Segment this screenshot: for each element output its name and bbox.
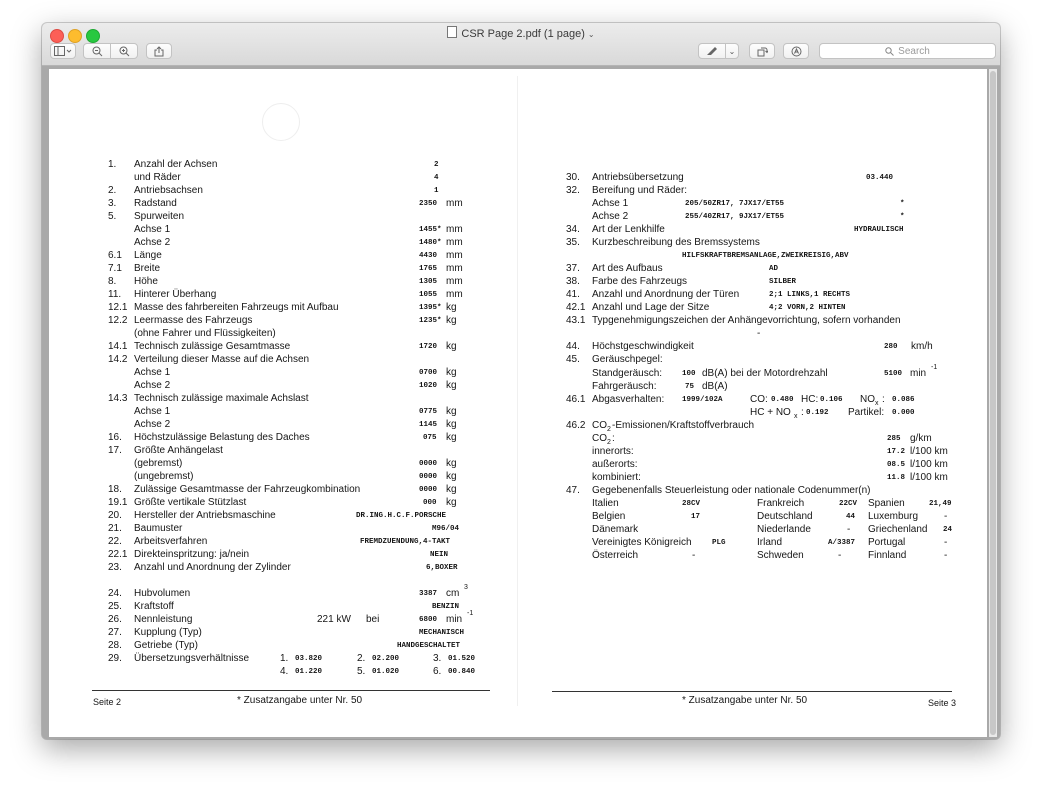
- item-value: 03.440: [866, 174, 894, 182]
- country-code: -: [847, 524, 851, 535]
- item-value: 3387: [419, 590, 438, 598]
- page-spread-divider: [517, 76, 518, 706]
- item-number: 6.1: [108, 250, 122, 261]
- item-number: 29.: [108, 653, 122, 664]
- item-unit: l/100 km: [910, 472, 948, 483]
- item-label: Achse 2: [134, 237, 171, 248]
- gear-number: 3.: [433, 653, 442, 664]
- item-label: Länge: [134, 250, 162, 261]
- item-value: DR.ING.H.C.F.PORSCHE: [356, 512, 447, 520]
- item-value: 0.000: [892, 409, 915, 417]
- item-label: Hinterer Überhang: [134, 289, 217, 300]
- country-code: 22CV: [839, 500, 858, 508]
- item-label: Höchstzulässige Belastung des Daches: [134, 432, 310, 443]
- country-name: Deutschland: [757, 511, 813, 522]
- item-value: 75: [685, 383, 695, 391]
- item-value: 1395*: [419, 304, 442, 312]
- item-number: 46.1: [566, 394, 586, 405]
- item-value: FREMDZUENDUNG,4-TAKT: [360, 538, 451, 546]
- country-code: 17: [691, 513, 701, 521]
- item-label: Zulässige Gesamtmasse der Fahrzeugkombination: [134, 484, 361, 495]
- footer-rule: [92, 690, 490, 691]
- item-unit: mm: [446, 224, 463, 235]
- country-name: Vereinigtes Königreich: [592, 537, 692, 548]
- country-code: -: [944, 550, 948, 561]
- item-label: Antriebsübersetzung: [592, 172, 684, 183]
- item-label: Größte Anhängelast: [134, 445, 223, 456]
- item-value: 0.192: [806, 409, 829, 417]
- item-value: 1480*: [419, 239, 442, 247]
- country-name: Spanien: [868, 498, 905, 509]
- item-label: Technisch zulässige maximale Achslast: [134, 393, 309, 404]
- item-value: BENZIN: [432, 603, 460, 611]
- item-label: kombiniert:: [592, 472, 641, 483]
- subscript: 2: [607, 426, 611, 433]
- item-number: 46.2: [566, 420, 586, 431]
- item-label: innerorts:: [592, 446, 634, 457]
- item-value: HYDRAULISCH: [854, 226, 904, 234]
- item-value: 1: [434, 187, 439, 195]
- item-value: 285: [887, 435, 901, 443]
- item-unit: mm: [446, 237, 463, 248]
- preview-window: [42, 23, 1000, 739]
- item-value: SILBER: [769, 278, 797, 286]
- superscript: 3: [464, 584, 468, 591]
- gear-ratio: 03.820: [295, 655, 323, 663]
- subscript: 2: [607, 439, 611, 446]
- item-label: Achse 1: [134, 406, 171, 417]
- item-label: Leermasse des Fahrzeugs: [134, 315, 253, 326]
- footer-note: * Zusatzangabe unter Nr. 50: [682, 695, 808, 706]
- item-label: Höhe: [134, 276, 158, 287]
- item-number: 23.: [108, 562, 122, 573]
- item-label: Achse 1: [134, 367, 171, 378]
- subscript: x: [794, 413, 798, 420]
- item-label: Anzahl und Anordnung der Zylinder: [134, 562, 291, 573]
- item-value: 255/40ZR17, 9JX17/ET55: [685, 213, 785, 221]
- item-label: Partikel:: [848, 407, 885, 418]
- item-unit: mm: [446, 276, 463, 287]
- item-label: CO: [592, 433, 607, 444]
- item-label: Geräuschpegel:: [592, 354, 663, 365]
- faded-seal: [262, 103, 300, 141]
- gear-number: 5.: [357, 666, 366, 677]
- item-unit: mm: [446, 263, 463, 274]
- item-value: 2;1 LINKS,1 RECHTS: [769, 291, 851, 299]
- item-value: 0.480: [771, 396, 794, 404]
- item-label: Übersetzungsverhältnisse: [134, 653, 250, 664]
- item-unit: kg: [446, 302, 457, 313]
- country-code: 21,49: [929, 500, 952, 508]
- item-label: HC:: [801, 394, 819, 405]
- item-label: Achse 2: [134, 419, 171, 430]
- item-unit: min: [446, 614, 463, 625]
- gear-ratio: 01.520: [448, 655, 476, 663]
- item-value: 075: [423, 434, 437, 442]
- item-number: 8.: [108, 276, 117, 287]
- item-label: Kurzbeschreibung des Bremssystems: [592, 237, 760, 248]
- country-name: Niederlande: [757, 524, 811, 535]
- item-label: (gebremst): [134, 458, 183, 469]
- country-name: Dänemark: [592, 524, 639, 535]
- country-code: 44: [846, 513, 856, 521]
- item-unit: kg: [446, 367, 457, 378]
- item-value: 280: [884, 343, 898, 351]
- superscript: -1: [931, 364, 938, 371]
- item-number: 1.: [108, 159, 117, 170]
- item-number: 14.3: [108, 393, 128, 404]
- item-unit: kg: [446, 380, 457, 391]
- item-label: :: [882, 394, 885, 405]
- item-label: bei: [366, 614, 380, 625]
- item-label: Kupplung (Typ): [134, 627, 202, 638]
- item-number: 27.: [108, 627, 122, 638]
- item-label: Getriebe (Typ): [134, 640, 198, 651]
- item-value: 1235*: [419, 317, 442, 325]
- item-value: 000: [423, 499, 437, 507]
- item-value: 4;2 VORN,2 HINTEN: [769, 304, 846, 312]
- item-value: 1055: [419, 291, 438, 299]
- item-unit: mm: [446, 250, 463, 261]
- item-number: 47.: [566, 485, 580, 496]
- item-value: 1145: [419, 421, 438, 429]
- country-name: Belgien: [592, 511, 626, 522]
- item-value: 1455*: [419, 226, 442, 234]
- item-value: HANDGESCHALTET: [397, 642, 461, 650]
- item-value: M96/04: [432, 525, 460, 533]
- gear-ratio: 01.020: [372, 668, 400, 676]
- item-value: 1020: [419, 382, 438, 390]
- item-number: 22.1: [108, 549, 128, 560]
- item-number: 26.: [108, 614, 122, 625]
- item-value: 1999/102A: [682, 396, 723, 404]
- item-unit: mm: [446, 289, 463, 300]
- item-number: 20.: [108, 510, 122, 521]
- item-value: 0700: [419, 369, 438, 377]
- page-number: Seite 2: [93, 697, 122, 707]
- item-value: -: [757, 328, 761, 339]
- item-value: 11.8: [887, 474, 906, 482]
- item-number: 43.1: [566, 315, 586, 326]
- gear-number: 4.: [280, 666, 289, 677]
- item-value: 2: [434, 161, 439, 169]
- gear-number: 6.: [433, 666, 442, 677]
- subscript: x: [875, 400, 879, 407]
- item-value: 0000: [419, 473, 438, 481]
- gear-ratio: 00.840: [448, 668, 476, 676]
- item-value: 0775: [419, 408, 438, 416]
- item-value: 100: [682, 370, 696, 378]
- item-value: 5100: [884, 370, 903, 378]
- item-unit: cm: [446, 588, 460, 599]
- item-unit: kg: [446, 497, 457, 508]
- item-unit: kg: [446, 432, 457, 443]
- item-number: 25.: [108, 601, 122, 612]
- item-unit: kg: [446, 419, 457, 430]
- item-number: 22.: [108, 536, 122, 547]
- item-label: Hersteller der Antriebsmaschine: [134, 510, 276, 521]
- footnote-marker: *: [900, 200, 905, 208]
- item-value: MECHANISCH: [419, 629, 465, 637]
- item-label: Radstand: [134, 198, 177, 209]
- item-value: 0000: [419, 460, 438, 468]
- superscript: -1: [467, 610, 474, 617]
- item-label: CO:: [750, 394, 768, 405]
- item-label: Kraftstoff: [134, 601, 174, 612]
- item-number: 11.: [108, 289, 122, 300]
- item-value: 0.086: [892, 396, 915, 404]
- item-label: Anzahl und Lage der Sitze: [592, 302, 710, 313]
- country-code: -: [838, 550, 842, 561]
- item-unit: g/km: [910, 433, 932, 444]
- item-label: HC + NO: [750, 407, 791, 418]
- footer-note: * Zusatzangabe unter Nr. 50: [237, 695, 363, 706]
- item-label: Achse 1: [592, 198, 629, 209]
- gear-ratio: 01.220: [295, 668, 323, 676]
- item-unit: l/100 km: [910, 446, 948, 457]
- item-label: (ungebremst): [134, 471, 194, 482]
- footer-rule: [552, 691, 952, 692]
- chevron-down-icon: ⌄: [728, 46, 736, 56]
- item-label: Hubvolumen: [134, 588, 191, 599]
- item-label: Typgenehmigungszeichen der Anhängevorrichtung, sofern vorhanden: [592, 315, 901, 326]
- item-number: 2.: [108, 185, 117, 196]
- item-unit: dB(A) bei der Motordrehzahl: [702, 368, 828, 379]
- country-name: Schweden: [757, 550, 804, 561]
- item-label: Fahrgeräusch:: [592, 381, 657, 392]
- item-number: 7.1: [108, 263, 122, 274]
- item-unit: kg: [446, 484, 457, 495]
- item-label: Antriebsachsen: [134, 185, 203, 196]
- item-label: Achse 2: [592, 211, 629, 222]
- item-label: Art der Lenkhilfe: [592, 224, 665, 235]
- item-number: 28.: [108, 640, 122, 651]
- item-label: und Räder: [134, 172, 181, 183]
- item-value: 0000: [419, 486, 438, 494]
- country-code: -: [944, 537, 948, 548]
- item-label: :: [612, 433, 615, 444]
- item-number: 44.: [566, 341, 580, 352]
- item-label: Standgeräusch:: [592, 368, 663, 379]
- item-value: 205/50ZR17, 7JX17/ET55: [685, 200, 785, 208]
- country-code: PLG: [712, 539, 726, 547]
- item-number: 17.: [108, 445, 122, 456]
- item-label: Achse 1: [134, 224, 171, 235]
- item-value: 1765: [419, 265, 438, 273]
- item-number: 21.: [108, 523, 122, 534]
- item-label: Nennleistung: [134, 614, 193, 625]
- item-number: 30.: [566, 172, 580, 183]
- item-value: 0.106: [820, 396, 843, 404]
- item-label: CO: [592, 420, 607, 431]
- item-label: außerorts:: [592, 459, 638, 470]
- item-number: 19.1: [108, 497, 128, 508]
- item-label: Höchstgeschwindigkeit: [592, 341, 694, 352]
- item-value: NEIN: [430, 551, 449, 559]
- footnote-marker: *: [900, 213, 905, 221]
- window-title-text: CSR Page 2.pdf (1 page): [461, 28, 585, 40]
- item-number: 16.: [108, 432, 122, 443]
- country-name: Italien: [592, 498, 619, 509]
- country-name: Österreich: [592, 550, 639, 561]
- country-code: 28CV: [682, 500, 701, 508]
- item-unit: kg: [446, 458, 457, 469]
- item-label: Technisch zulässige Gesamtmasse: [134, 341, 291, 352]
- item-unit: dB(A): [702, 381, 728, 392]
- search-placeholder: Search: [898, 45, 930, 57]
- country-code: 24: [943, 526, 953, 534]
- item-label: NO: [860, 394, 875, 405]
- item-number: 34.: [566, 224, 580, 235]
- item-label: Spurweiten: [134, 211, 185, 222]
- item-number: 18.: [108, 484, 122, 495]
- country-code: -: [692, 550, 696, 561]
- gear-number: 2.: [357, 653, 366, 664]
- item-value: AD: [769, 265, 779, 273]
- item-label: Anzahl der Achsen: [134, 159, 218, 170]
- country-code: -: [944, 511, 948, 522]
- item-label: Gegebenenfalls Steuerleistung oder nationale Codenummer(n): [592, 485, 871, 496]
- gear-number: 1.: [280, 653, 289, 664]
- item-value: 1305: [419, 278, 438, 286]
- item-unit: kg: [446, 406, 457, 417]
- item-label: Art des Aufbaus: [592, 263, 663, 274]
- item-value: 6,BOXER: [426, 564, 458, 572]
- item-number: 5.: [108, 211, 117, 222]
- item-label: Farbe des Fahrzeugs: [592, 276, 688, 287]
- item-label: Anzahl und Anordnung der Türen: [592, 289, 740, 300]
- item-unit: kg: [446, 315, 457, 326]
- item-value: 2350: [419, 200, 438, 208]
- country-name: Luxemburg: [868, 511, 919, 522]
- item-label: Baumuster: [134, 523, 183, 534]
- item-label: Verteilung dieser Masse auf die Achsen: [134, 354, 310, 365]
- item-label: Abgasverhalten:: [592, 394, 665, 405]
- country-name: Frankreich: [757, 498, 805, 509]
- country-name: Portugal: [868, 537, 906, 548]
- chevron-down-icon: ⌄: [587, 30, 595, 39]
- item-number: 37.: [566, 263, 580, 274]
- item-unit: min: [910, 368, 927, 379]
- item-label: Direkteinspritzung: ja/nein: [134, 549, 250, 560]
- item-value: HILFSKRAFTBREMSANLAGE,ZWEIKREISIG,ABV: [682, 252, 849, 260]
- item-label: -Emissionen/Kraftstoffverbrauch: [612, 420, 755, 431]
- item-number: 38.: [566, 276, 580, 287]
- item-label: Arbeitsverfahren: [134, 536, 208, 547]
- item-value: 4430: [419, 252, 438, 260]
- item-unit: l/100 km: [910, 459, 948, 470]
- item-number: 32.: [566, 185, 580, 196]
- country-name: Griechenland: [868, 524, 928, 535]
- item-unit: mm: [446, 198, 463, 209]
- item-label: Breite: [134, 263, 161, 274]
- item-value: 17.2: [887, 448, 906, 456]
- country-code: A/3387: [828, 539, 856, 547]
- item-label: (ohne Fahrer und Flüssigkeiten): [134, 328, 276, 339]
- item-value: 6800: [419, 616, 438, 624]
- page-number: Seite 3: [928, 698, 957, 708]
- item-number: 42.1: [566, 302, 586, 313]
- country-name: Irland: [757, 537, 783, 548]
- item-number: 12.2: [108, 315, 128, 326]
- item-number: 14.1: [108, 341, 128, 352]
- item-number: 35.: [566, 237, 580, 248]
- item-label: Achse 2: [134, 380, 171, 391]
- country-name: Finnland: [868, 550, 907, 561]
- item-value: 221 kW: [317, 614, 351, 625]
- item-label: Masse des fahrbereiten Fahrzeugs mit Aufbau: [134, 302, 339, 313]
- item-value: 4: [434, 174, 439, 182]
- item-value: 08.5: [887, 461, 906, 469]
- item-number: 3.: [108, 198, 117, 209]
- item-unit: km/h: [911, 341, 933, 352]
- item-label: Größte vertikale Stützlast: [134, 497, 247, 508]
- gear-ratio: 02.200: [372, 655, 400, 663]
- item-unit: kg: [446, 471, 457, 482]
- item-number: 41.: [566, 289, 580, 300]
- item-number: 14.2: [108, 354, 128, 365]
- item-number: 24.: [108, 588, 122, 599]
- item-number: 45.: [566, 354, 580, 365]
- item-label: Bereifung und Räder:: [592, 185, 688, 196]
- item-number: 12.1: [108, 302, 128, 313]
- item-value: 1720: [419, 343, 438, 351]
- item-unit: kg: [446, 341, 457, 352]
- item-label: :: [801, 407, 804, 418]
- pdf-content: [42, 23, 1000, 739]
